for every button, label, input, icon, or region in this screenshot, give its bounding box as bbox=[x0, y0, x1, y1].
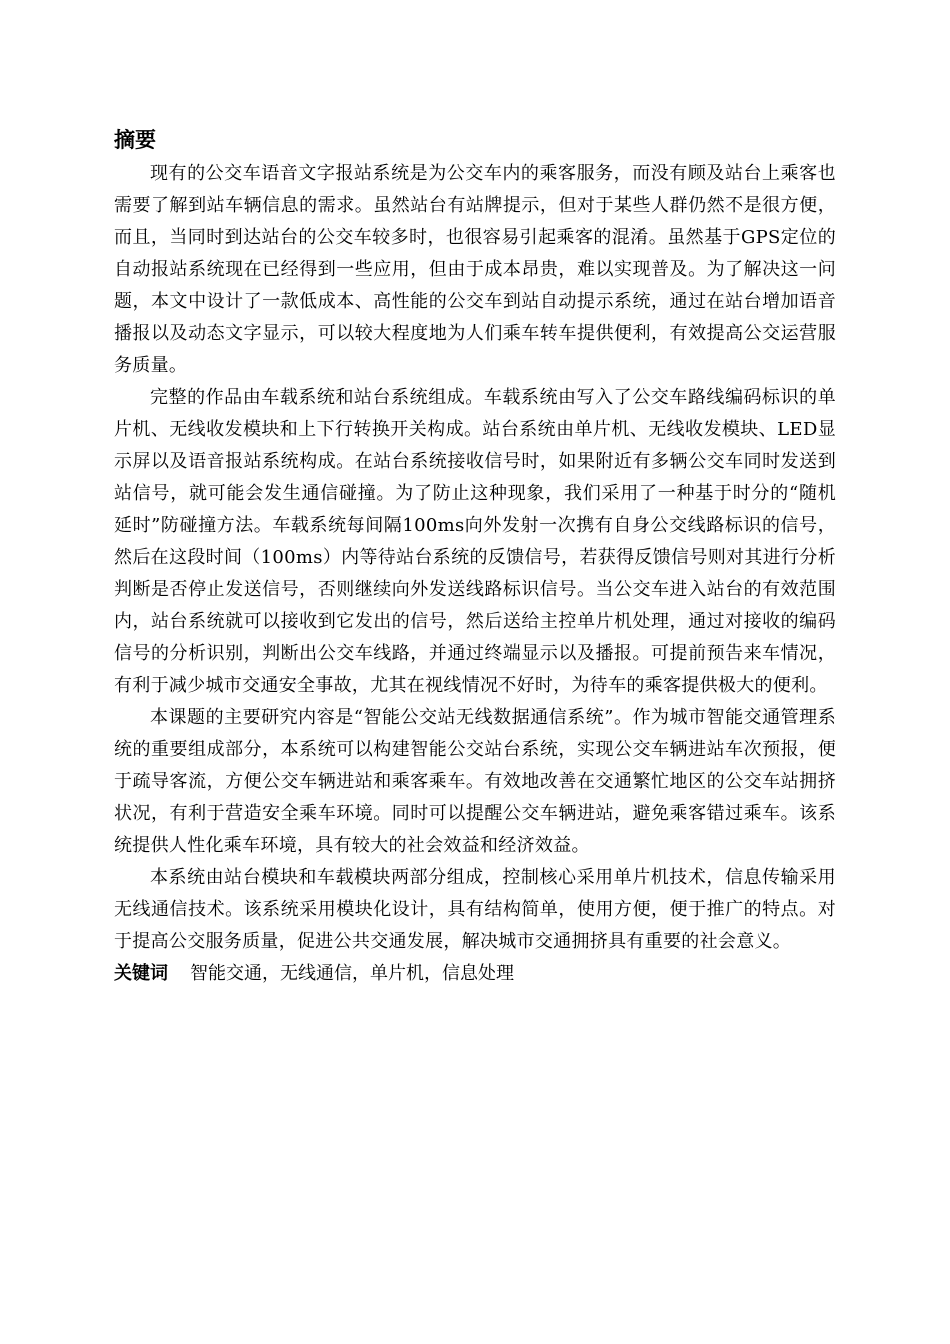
abstract-heading: 摘要 bbox=[114, 128, 156, 152]
abstract-paragraph-3: 本课题的主要研究内容是“智能公交站无线数据通信系统”。作为城市智能交通管理系统的重要组成部分，本系统可以构建智能公交站台系统，实现公交车辆进站车次预报，便于疏导客流，方便公交车辆进站和乘客乘车。有效地改善在交通繁忙地区的公交车站拥挤状况，有利于营造安全乘车环境。同时可以提醒公交车辆进站，避免乘客错过乘车。该系统提供人性化乘车环境，具有较大的社会效益和经济效益。 bbox=[114, 707, 836, 856]
keywords-text: 智能交通，无线通信，单片机，信息处理 bbox=[190, 963, 514, 984]
abstract-paragraph-2: 完整的作品由车载系统和站台系统组成。车载系统由写入了公交车路线编码标识的单片机、无线收发模块和上下行转换开关构成。站台系统由单片机、无线收发模块、LED显示屏以及语音报站系统构成。在站台系统接收信号时，如果附近有多辆公交车同时发送到站信号，就可能会发生通信碰撞。为了防止这种现象，我们采用了一种基于时分的“随机延时”防碰撞方法。车载系统每间隔100ms向外发射一次携有自身公交线路标识的信号，然后在这段时间（100ms）内等待站台系统的反馈信号，若获得反馈信号则对其进行分析判断是否停止发送信号，否则继续向外发送线路标识信号。当公交车进入站台的有效范围内，站台系统就可以接收到它发出的信号，然后送给主控单片机处理，通过对接收的编码信号的分析识别，判断出公交车线路，并通过终端显示以及播报。可提前预告来车情况，有利于减少城市交通安全事故，尤其在视线情况不好时，为待车的乘客提供极大的便利。 bbox=[114, 387, 836, 696]
abstract-section bbox=[114, 124, 836, 990]
abstract-paragraph-1: 现有的公交车语音文字报站系统是为公交车内的乘客服务，而没有顾及站台上乘客也需要了解到站车辆信息的需求。虽然站台有站牌提示，但对于某些人群仍然不是很方便，而且，当同时到达站台的公交车较多时，也很容易引起乘客的混淆。虽然基于GPS定位的自动报站系统现在已经得到一些应用，但由于成本昂贵，难以实现普及。为了解决这一问题，本文中设计了一款低成本、高性能的公交车到站自动提示系统，通过在站台增加语音播报以及动态文字显示，可以较大程度地为人们乘车转车提供便利，有效提高公交运营服务质量。 bbox=[114, 163, 836, 376]
keywords-line bbox=[114, 958, 836, 990]
abstract-paragraph-4: 本系统由站台模块和车载模块两部分组成，控制核心采用单片机技术，信息传输采用无线通信技术。该系统采用模块化设计，具有结构简单，使用方便，便于推广的特点。对于提高公交服务质量，促进公共交通发展，解决城市交通拥挤具有重要的社会意义。 bbox=[114, 867, 836, 952]
keywords-label: 关键词 bbox=[114, 963, 168, 984]
